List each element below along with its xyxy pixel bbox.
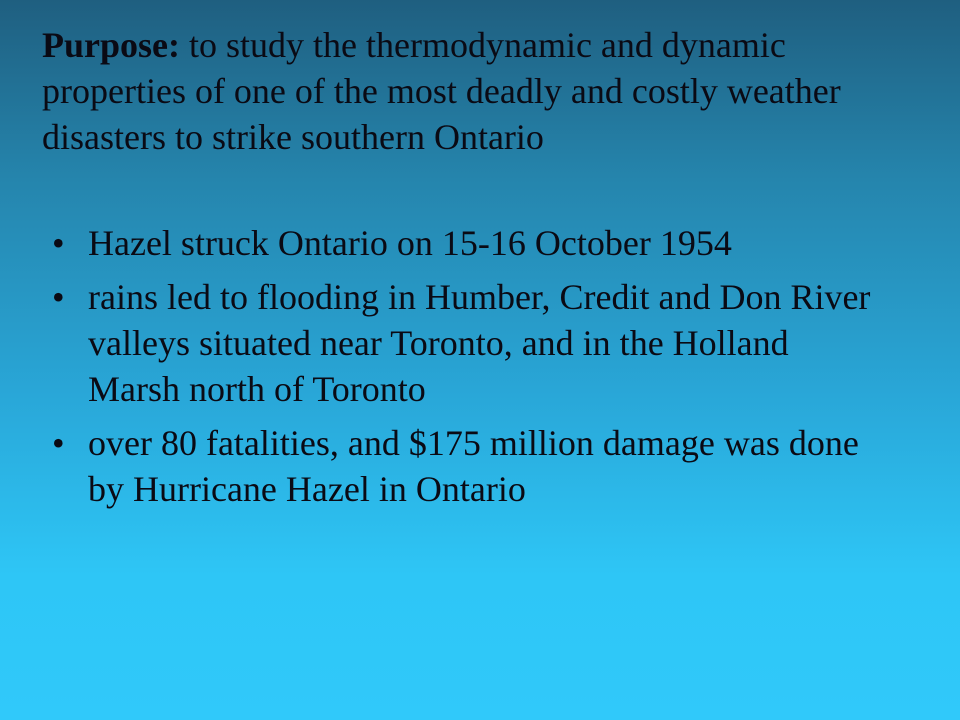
bullet-text: over 80 fatalities, and $175 million damage was done by Hurricane Hazel in Ontario [88,423,859,509]
bullet-list [0,220,960,520]
bullet-dot-icon: • [52,277,65,317]
bullet-dot-icon: • [52,423,65,463]
bullet-dot-icon: • [52,223,65,263]
bullet-item-flooding [0,274,960,412]
bullet-item-damage [0,420,960,512]
bullet-text: rains led to flooding in Humber, Credit and Don River valleys situated near Toronto, and in the Holland Marsh north of Toronto [88,277,871,409]
bullet-item-date [0,220,960,266]
purpose-text: to study the thermodynamic and dynamic properties of one of the most deadly and costly weather disasters to strike southern Ontario [42,25,841,157]
purpose-label: Purpose: [42,25,180,65]
purpose-paragraph [42,22,932,160]
bullet-text: Hazel struck Ontario on 15-16 October 1954 [88,223,732,263]
